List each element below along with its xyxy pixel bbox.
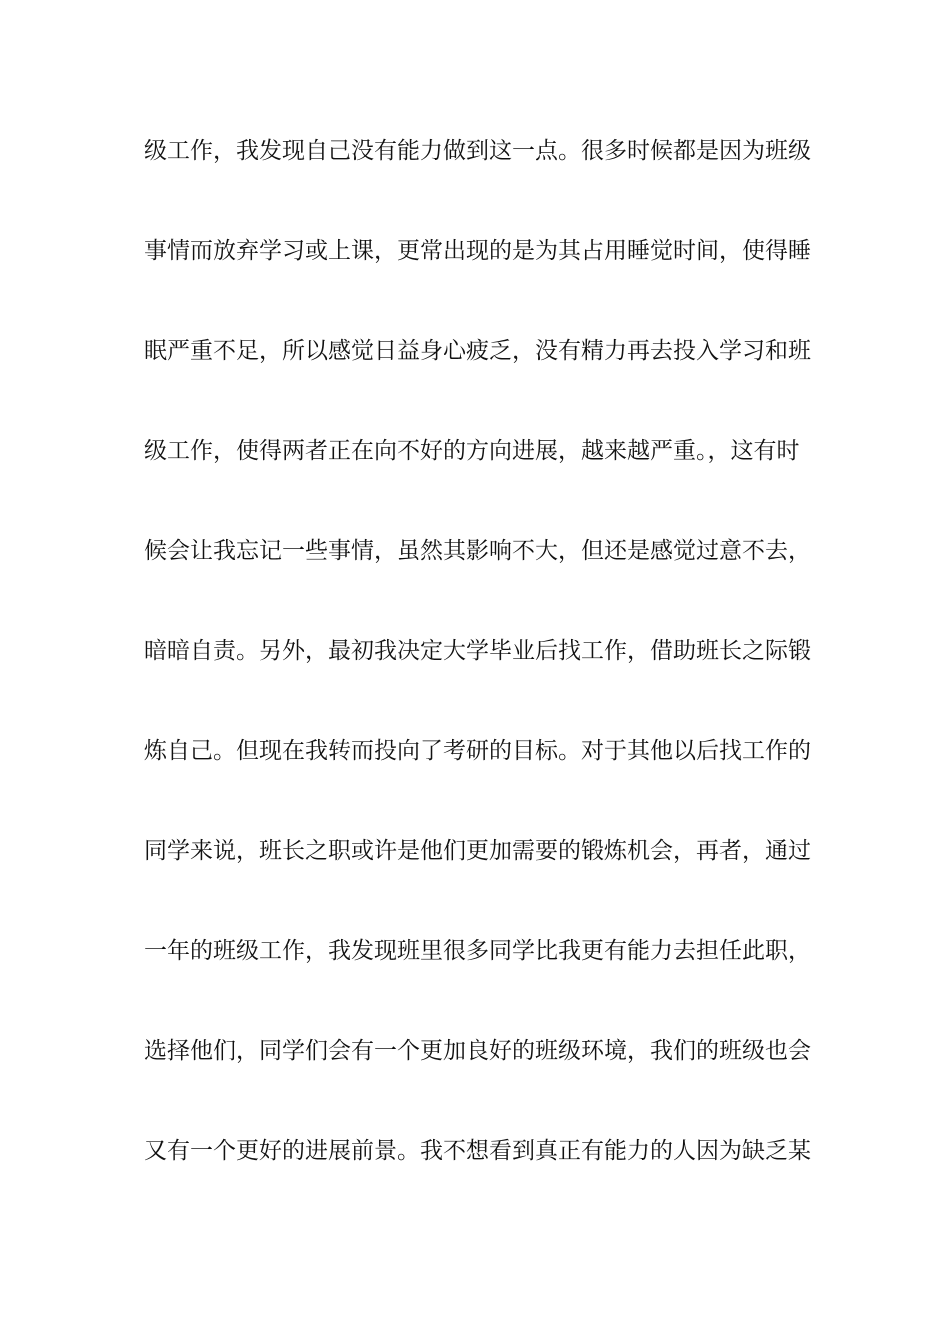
text-line: 同学来说，班长之职或许是他们更加需要的锻炼机会，再者，通过	[144, 838, 811, 864]
text-line: 一年的班级工作，我发现班里很多同学比我更有能力去担任此职，	[144, 938, 811, 964]
text-line: 事情而放弃学习或上课，更常出现的是为其占用睡觉时间，使得睡	[144, 238, 811, 264]
text-line: 眠严重不足，所以感觉日益身心疲乏，没有精力再去投入学习和班	[144, 338, 811, 364]
text-line: 级工作，使得两者正在向不好的方向进展，越来越严重。，这有时	[144, 438, 800, 464]
text-line: 暗暗自责。另外，最初我决定大学毕业后找工作，借助班长之际锻	[144, 638, 811, 664]
text-line: 选择他们，同学们会有一个更加良好的班级环境，我们的班级也会	[144, 1038, 811, 1064]
text-line: 级工作，我发现自己没有能力做到这一点。很多时候都是因为班级	[144, 138, 811, 164]
text-line: 候会让我忘记一些事情，虽然其影响不大，但还是感觉过意不去，	[144, 538, 811, 564]
text-line: 又有一个更好的进展前景。我不想看到真正有能力的人因为缺乏某	[144, 1138, 811, 1164]
body-text	[144, 128, 814, 1228]
text-line: 炼自己。但现在我转而投向了考研的目标。对于其他以后找工作的	[144, 738, 811, 764]
